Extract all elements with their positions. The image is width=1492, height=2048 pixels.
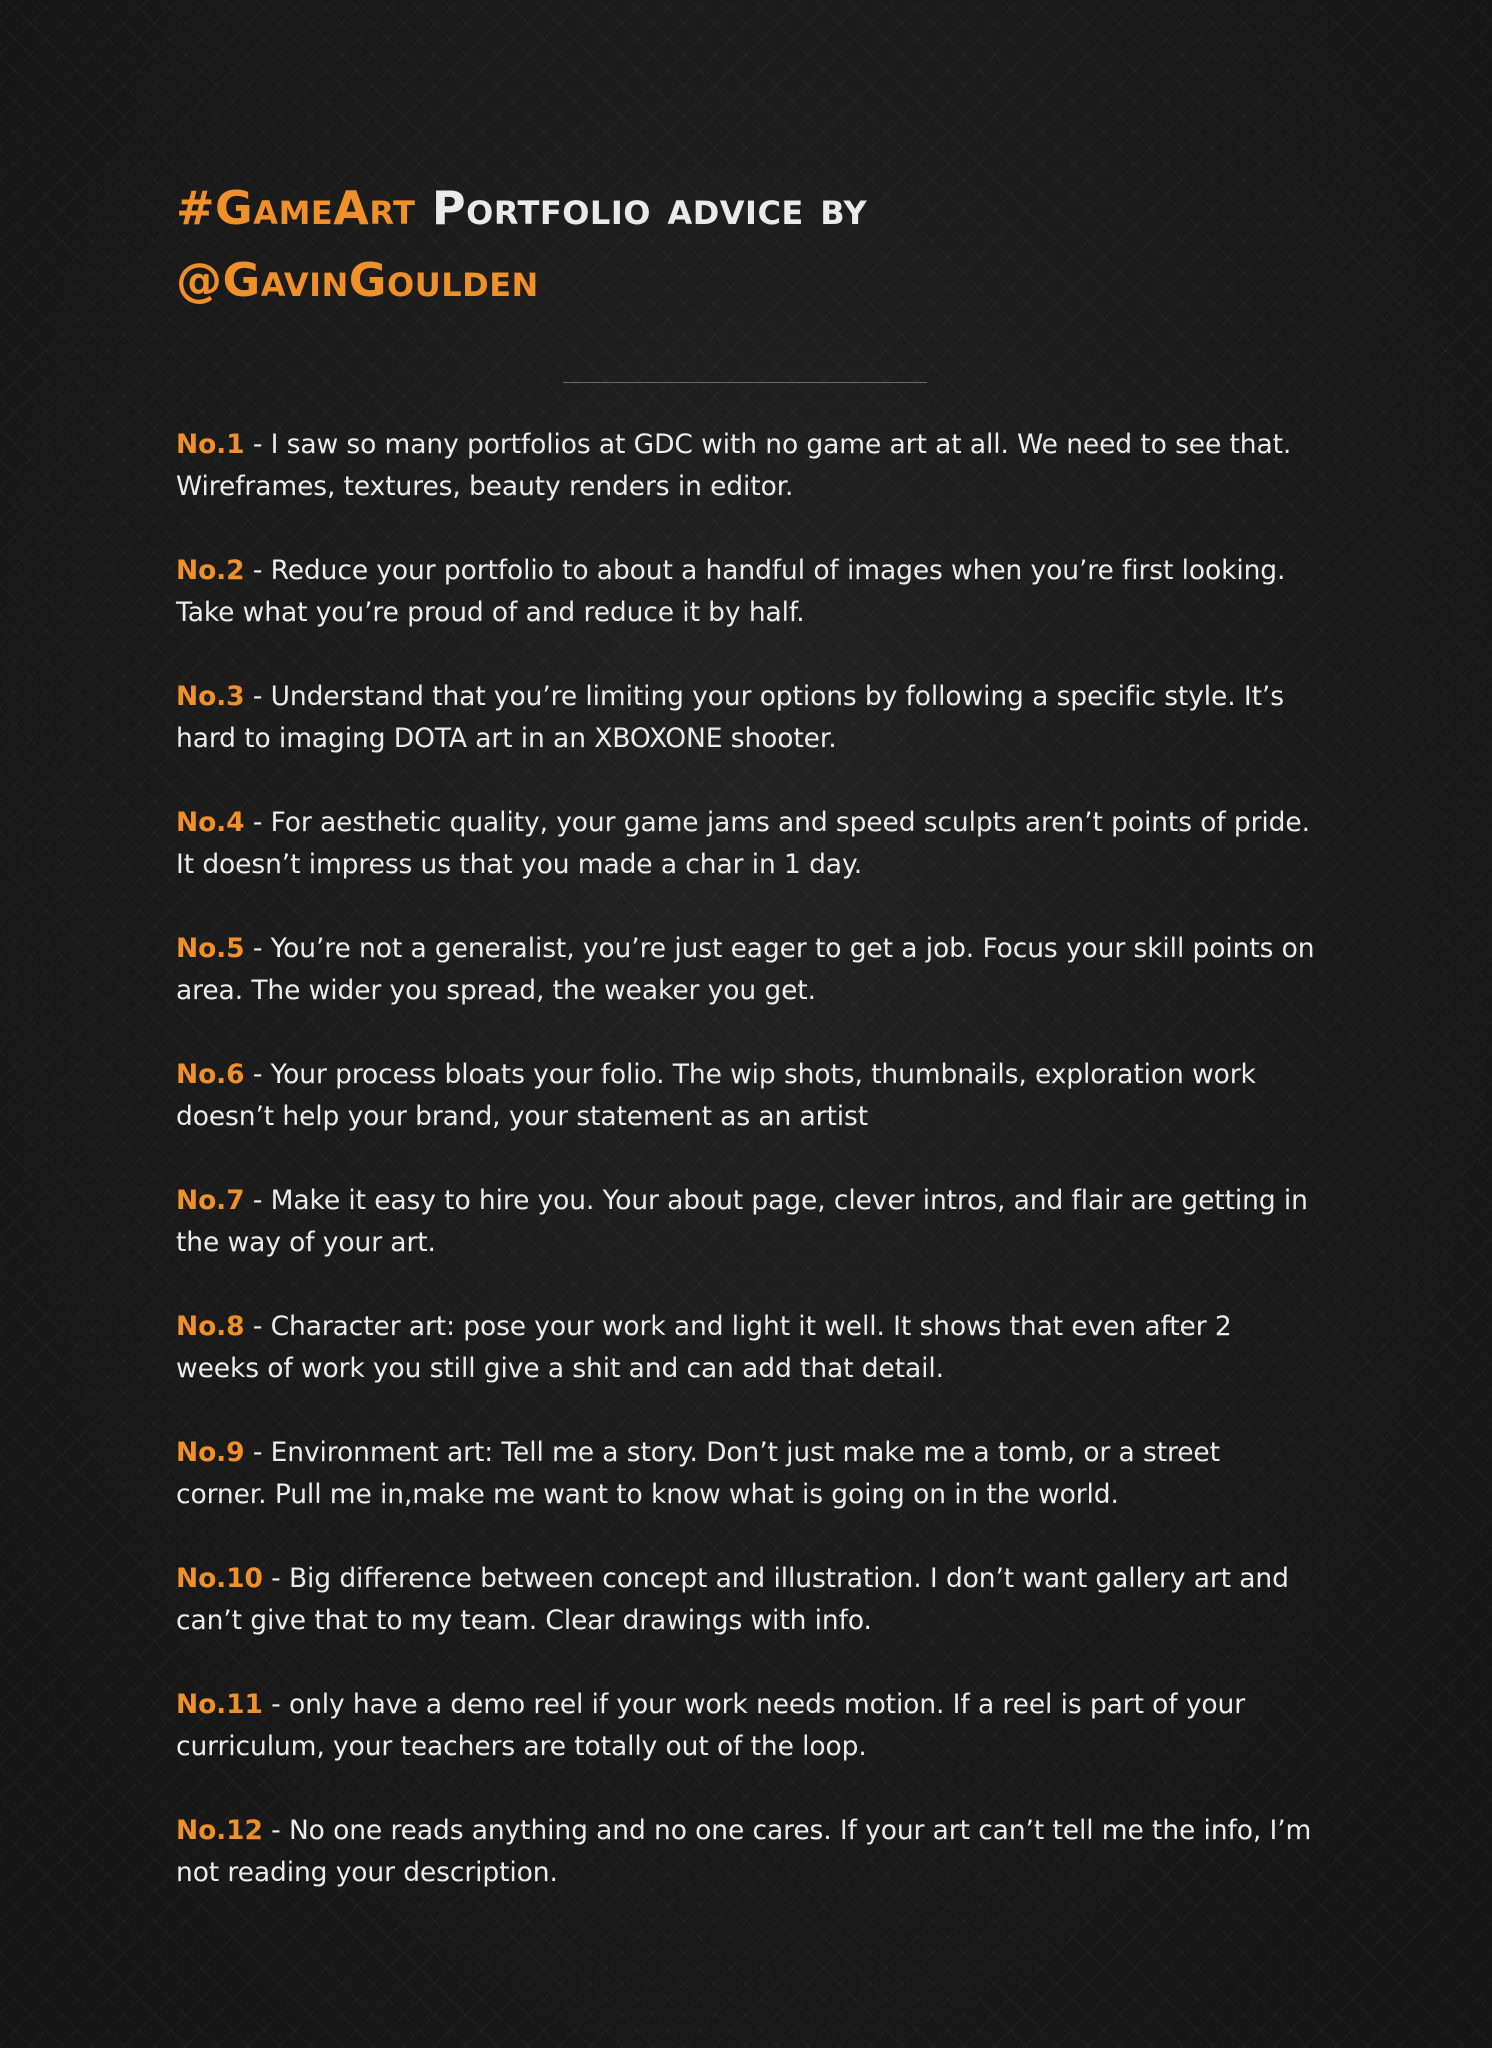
advice-number: No.6 bbox=[176, 1059, 245, 1090]
advice-item-1 bbox=[176, 424, 1316, 508]
advice-text: - For aesthetic quality, your game jams and speed sculpts aren’t points of pride. It doesn’t impress us that you made a char in 1 day. bbox=[176, 807, 1310, 880]
advice-text: - only have a demo reel if your work needs motion. If a reel is part of your curriculum, your teachers are totally out of the loop. bbox=[176, 1689, 1246, 1762]
advice-text: - Understand that you’re limiting your options by following a specific style. It’s hard to imaging DOTA art in an XBOXONE shooter. bbox=[176, 681, 1284, 754]
advice-number: No.4 bbox=[176, 807, 245, 838]
title-divider bbox=[563, 382, 927, 383]
advice-text: - Make it easy to hire you. Your about page, clever intros, and flair are getting in the way of your art. bbox=[176, 1185, 1308, 1258]
advice-number: No.11 bbox=[176, 1689, 263, 1720]
advice-number: No.8 bbox=[176, 1311, 245, 1342]
advice-number: No.9 bbox=[176, 1437, 245, 1468]
advice-item-8 bbox=[176, 1306, 1316, 1390]
advice-item-2 bbox=[176, 550, 1316, 634]
advice-number: No.3 bbox=[176, 681, 245, 712]
title-hashtag: #GameArt bbox=[176, 181, 416, 235]
advice-number: No.12 bbox=[176, 1815, 263, 1846]
advice-number: No.5 bbox=[176, 933, 245, 964]
poster-title bbox=[176, 172, 1336, 316]
advice-text: - Environment art: Tell me a story. Don’t just make me a tomb, or a street corner. Pull me in,make me want to know what is going on in the world. bbox=[176, 1437, 1220, 1510]
advice-text: - Character art: pose your work and light it well. It shows that even after 2 weeks of work you still give a shit and can add that detail. bbox=[176, 1311, 1232, 1384]
advice-text: - Reduce your portfolio to about a handful of images when you’re first looking. Take what you’re proud of and reduce it by half. bbox=[176, 555, 1286, 628]
advice-number: No.1 bbox=[176, 429, 245, 460]
advice-item-3 bbox=[176, 676, 1316, 760]
advice-text: - I saw so many portfolios at GDC with no game art at all. We need to see that. Wireframes, textures, beauty renders in editor. bbox=[176, 429, 1292, 502]
title-main: Portfolio advice by bbox=[415, 181, 868, 235]
advice-number: No.2 bbox=[176, 555, 245, 586]
advice-item-11 bbox=[176, 1684, 1316, 1768]
advice-text: - Big difference between concept and illustration. I don’t want gallery art and can’t give that to my team. Clear drawings with info. bbox=[176, 1563, 1289, 1636]
title-author-handle: @GavinGoulden bbox=[176, 253, 539, 307]
advice-item-7 bbox=[176, 1180, 1316, 1264]
advice-item-4 bbox=[176, 802, 1316, 886]
advice-list bbox=[176, 424, 1316, 1936]
advice-number: No.7 bbox=[176, 1185, 245, 1216]
advice-text: - You’re not a generalist, you’re just eager to get a job. Focus your skill points on area. The wider you spread, the weaker you get. bbox=[176, 933, 1315, 1006]
advice-item-5 bbox=[176, 928, 1316, 1012]
advice-item-10 bbox=[176, 1558, 1316, 1642]
advice-text: - No one reads anything and no one cares. If your art can’t tell me the info, I’m not reading your description. bbox=[176, 1815, 1312, 1888]
advice-number: No.10 bbox=[176, 1563, 263, 1594]
advice-item-6 bbox=[176, 1054, 1316, 1138]
advice-text: - Your process bloats your folio. The wip shots, thumbnails, exploration work doesn’t help your brand, your statement as an artist bbox=[176, 1059, 1256, 1132]
advice-item-9 bbox=[176, 1432, 1316, 1516]
advice-item-12 bbox=[176, 1810, 1316, 1894]
